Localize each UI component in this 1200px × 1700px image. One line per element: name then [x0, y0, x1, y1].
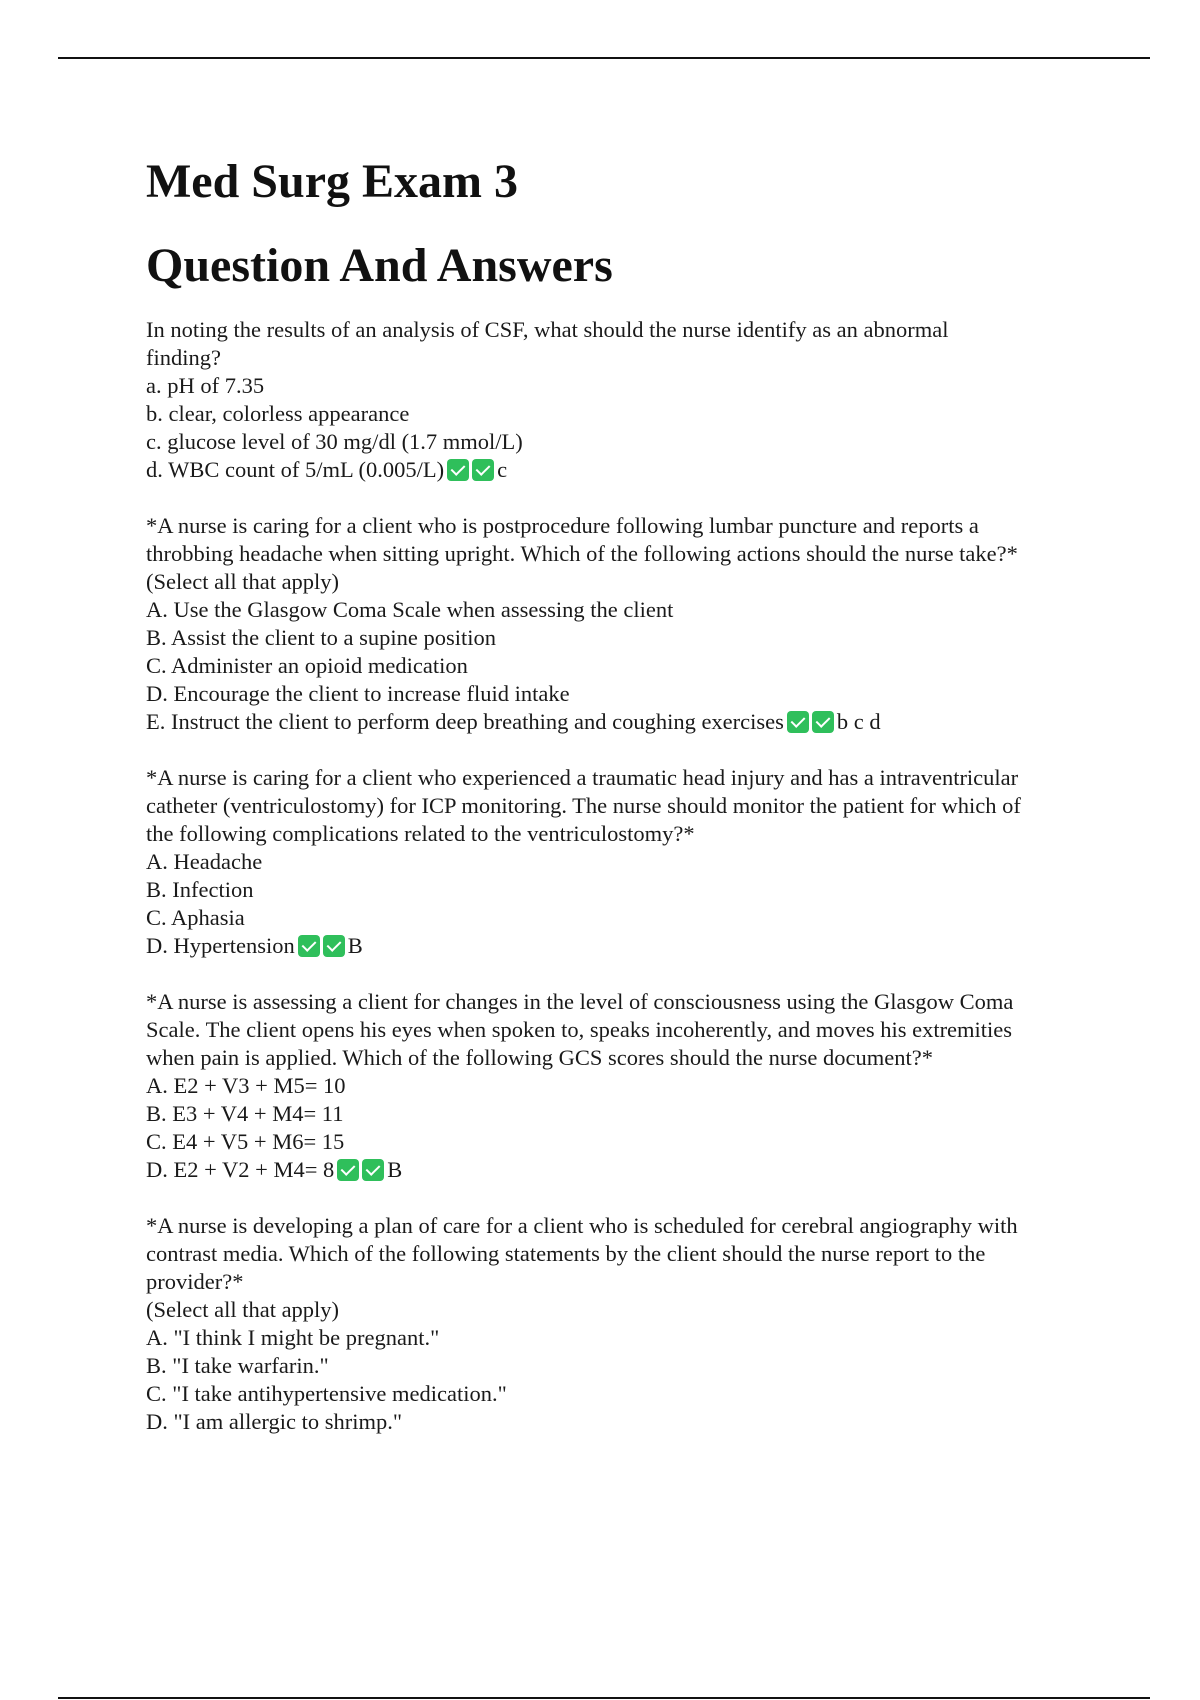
- checkmark-icon: [812, 711, 834, 733]
- correct-answer: b c d: [836, 709, 881, 734]
- option-text: a. pH of 7.35: [146, 373, 265, 398]
- question-stem-line: *A nurse is caring for a client who is postprocedure following lumbar puncture and reports a: [146, 513, 979, 538]
- option-text: B. "I take warfarin.": [146, 1353, 329, 1378]
- option-text: B. E3 + V4 + M4= 11: [146, 1101, 344, 1126]
- question-stem-line: Scale. The client opens his eyes when spoken to, speaks incoherently, and moves his extremities: [146, 1017, 1013, 1042]
- correct-answer: c: [497, 457, 508, 482]
- question-stem-line: *A nurse is developing a plan of care for a client who is scheduled for cerebral angiography with: [146, 1213, 1018, 1238]
- answer-option: [146, 1100, 1106, 1128]
- option-text: E. Instruct the client to perform deep breathing and coughing exercises: [146, 709, 784, 734]
- question-block: [146, 316, 1106, 484]
- option-text: C. Aphasia: [146, 905, 245, 930]
- answer-option: [146, 1352, 1106, 1380]
- correct-answer: B: [347, 933, 363, 958]
- option-text: C. Administer an opioid medication: [146, 653, 468, 678]
- question-block: [146, 764, 1106, 960]
- question-stem-line: (Select all that apply): [146, 569, 340, 594]
- answer-option: [146, 652, 1106, 680]
- option-text: A. Headache: [146, 849, 263, 874]
- option-text: A. Use the Glasgow Coma Scale when assessing the client: [146, 597, 674, 622]
- checkmark-icon: [362, 1159, 384, 1181]
- question-stem-line: throbbing headache when sitting upright. Which of the following actions should the nurse take?*: [146, 541, 1018, 566]
- question-stem-line: *A nurse is assessing a client for changes in the level of consciousness using the Glasgow Coma: [146, 989, 1014, 1014]
- answer-option: [146, 372, 1106, 400]
- checkmark-icon: [787, 711, 809, 733]
- question-stem-line: (Select all that apply): [146, 1297, 340, 1322]
- answer-option: [146, 596, 1106, 624]
- answer-option: [146, 680, 1106, 708]
- option-text: d. WBC count of 5/mL (0.005/L): [146, 457, 445, 482]
- option-text: c. glucose level of 30 mg/dl (1.7 mmol/L): [146, 429, 523, 454]
- option-text: D. E2 + V2 + M4= 8: [146, 1157, 335, 1182]
- question-stem-line: when pain is applied. Which of the following GCS scores should the nurse document?*: [146, 1045, 933, 1070]
- option-text: D. Encourage the client to increase fluid intake: [146, 681, 570, 706]
- answer-option: [146, 1072, 1106, 1100]
- document-title: Med Surg Exam 3: [146, 155, 518, 208]
- question-stem-line: *A nurse is caring for a client who experienced a traumatic head injury and has a intraventricular: [146, 765, 1019, 790]
- bottom-rule: [58, 1697, 1150, 1699]
- answer-option: [146, 428, 1106, 456]
- answer-option: [146, 848, 1106, 876]
- document-body: [146, 140, 1106, 1464]
- option-text: B. Infection: [146, 877, 254, 902]
- option-text: C. "I take antihypertensive medication.": [146, 1381, 507, 1406]
- answer-option: [146, 1128, 1106, 1156]
- answer-option: [146, 624, 1106, 652]
- option-text: C. E4 + V5 + M6= 15: [146, 1129, 345, 1154]
- checkmark-icon: [298, 935, 320, 957]
- option-text: B. Assist the client to a supine position: [146, 625, 496, 650]
- checkmark-icon: [447, 459, 469, 481]
- question-list: [146, 316, 1106, 1436]
- question-block: [146, 988, 1106, 1184]
- answer-option: [146, 932, 1106, 960]
- option-text: D. Hypertension: [146, 933, 295, 958]
- option-text: A. E2 + V3 + M5= 10: [146, 1073, 346, 1098]
- document-subtitle: Question And Answers: [146, 239, 613, 292]
- question-stem-line: In noting the results of an analysis of CSF, what should the nurse identify as an abnormal: [146, 317, 949, 342]
- correct-answer: B: [387, 1157, 403, 1182]
- question-stem-line: contrast media. Which of the following statements by the client should the nurse report to the: [146, 1241, 986, 1266]
- answer-option: [146, 456, 1106, 484]
- answer-option: [146, 1380, 1106, 1408]
- question-block: [146, 1212, 1106, 1436]
- option-text: D. "I am allergic to shrimp.": [146, 1409, 403, 1434]
- question-block: [146, 512, 1106, 736]
- answer-option: [146, 1408, 1106, 1436]
- answer-option: [146, 904, 1106, 932]
- checkmark-icon: [472, 459, 494, 481]
- question-stem-line: catheter (ventriculostomy) for ICP monitoring. The nurse should monitor the patient for which of: [146, 793, 1021, 818]
- answer-option: [146, 400, 1106, 428]
- answer-option: [146, 1324, 1106, 1352]
- option-text: A. "I think I might be pregnant.": [146, 1325, 440, 1350]
- checkmark-icon: [337, 1159, 359, 1181]
- answer-option: [146, 708, 1106, 736]
- checkmark-icon: [323, 935, 345, 957]
- option-text: b. clear, colorless appearance: [146, 401, 410, 426]
- question-stem-line: the following complications related to the ventriculostomy?*: [146, 821, 695, 846]
- answer-option: [146, 876, 1106, 904]
- top-rule: [58, 57, 1150, 59]
- question-stem-line: finding?: [146, 345, 221, 370]
- answer-option: [146, 1156, 1106, 1184]
- question-stem-line: provider?*: [146, 1269, 244, 1294]
